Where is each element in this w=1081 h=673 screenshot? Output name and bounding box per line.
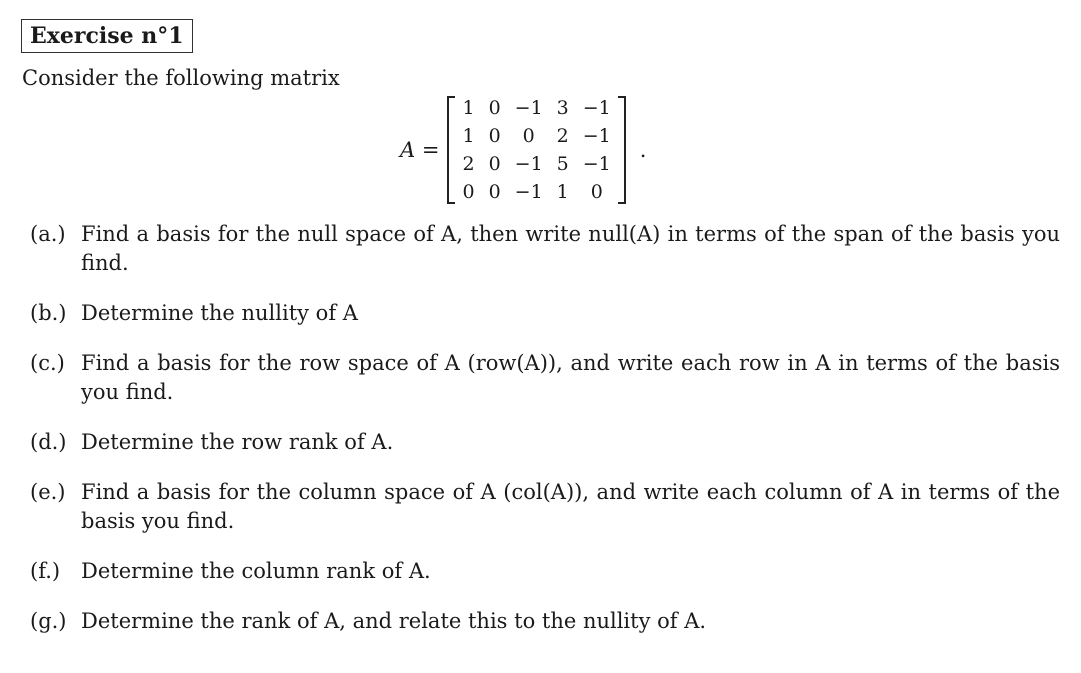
exercise-part <box>30 299 1060 328</box>
matrix-cell: 2 <box>556 125 569 147</box>
part-text: Find a basis for the column space of A (col(A)), and write each column of A in terms of the basis you find. <box>81 480 1060 533</box>
matrix-table <box>455 94 617 206</box>
matrix-row <box>455 150 617 178</box>
exercise-part <box>30 428 1060 457</box>
matrix-body <box>455 94 617 206</box>
matrix-cell: −1 <box>514 181 543 203</box>
part-text: Determine the nullity of A <box>81 301 358 325</box>
matrix-cell: −1 <box>582 153 611 175</box>
part-text: Determine the rank of A, and relate this to the nullity of A. <box>81 609 707 633</box>
matrix-cell: −1 <box>514 97 543 119</box>
matrix-cell: −1 <box>582 125 611 147</box>
matrix-cell: 0 <box>488 153 501 175</box>
matrix-lhs <box>400 138 439 162</box>
exercise-title: Exercise n°1 <box>21 19 193 53</box>
exercise-part <box>30 220 1060 278</box>
matrix-period: . <box>639 138 647 162</box>
matrix-cell: −1 <box>514 153 543 175</box>
matrix-cell: 0 <box>488 97 501 119</box>
part-text: Find a basis for the null space of A, then write null(A) in terms of the span of the basis you find. <box>81 222 1060 275</box>
right-bracket <box>618 96 626 204</box>
part-text: Determine the row rank of A. <box>81 430 394 454</box>
exercise-part <box>30 349 1060 407</box>
part-text: Determine the column rank of A. <box>81 559 431 583</box>
part-label: (e.) <box>30 480 66 504</box>
matrix-name: A <box>400 138 416 162</box>
matrix-cell: 5 <box>556 153 569 175</box>
exercise-part <box>30 607 1060 636</box>
matrix-cell: 1 <box>462 125 475 147</box>
matrix-cell: 0 <box>488 181 501 203</box>
parts-list <box>30 220 1060 636</box>
equals-sign: = <box>421 138 440 162</box>
matrix-cell: 0 <box>522 125 535 147</box>
part-label: (f.) <box>30 559 61 583</box>
matrix-equation <box>400 90 646 210</box>
matrix <box>447 94 625 206</box>
matrix-row <box>455 178 617 206</box>
matrix-cell: −1 <box>582 97 611 119</box>
matrix-cell: 1 <box>462 97 475 119</box>
exercise-intro: Consider the following matrix <box>22 66 340 90</box>
part-label: (a.) <box>30 222 66 246</box>
matrix-cell: 3 <box>556 97 569 119</box>
matrix-row <box>455 94 617 122</box>
matrix-cell: 0 <box>462 181 475 203</box>
left-bracket <box>447 96 455 204</box>
exercise-part <box>30 557 1060 586</box>
matrix-cell: 0 <box>488 125 501 147</box>
part-label: (d.) <box>30 430 67 454</box>
part-label: (b.) <box>30 301 67 325</box>
exercise-part <box>30 478 1060 536</box>
part-label: (c.) <box>30 351 65 375</box>
matrix-row <box>455 122 617 150</box>
matrix-cell: 1 <box>556 181 569 203</box>
matrix-cell: 2 <box>462 153 475 175</box>
matrix-cell: 0 <box>590 181 603 203</box>
part-text: Find a basis for the row space of A (row(A)), and write each row in A in terms of the basis you find. <box>81 351 1060 404</box>
part-label: (g.) <box>30 609 67 633</box>
